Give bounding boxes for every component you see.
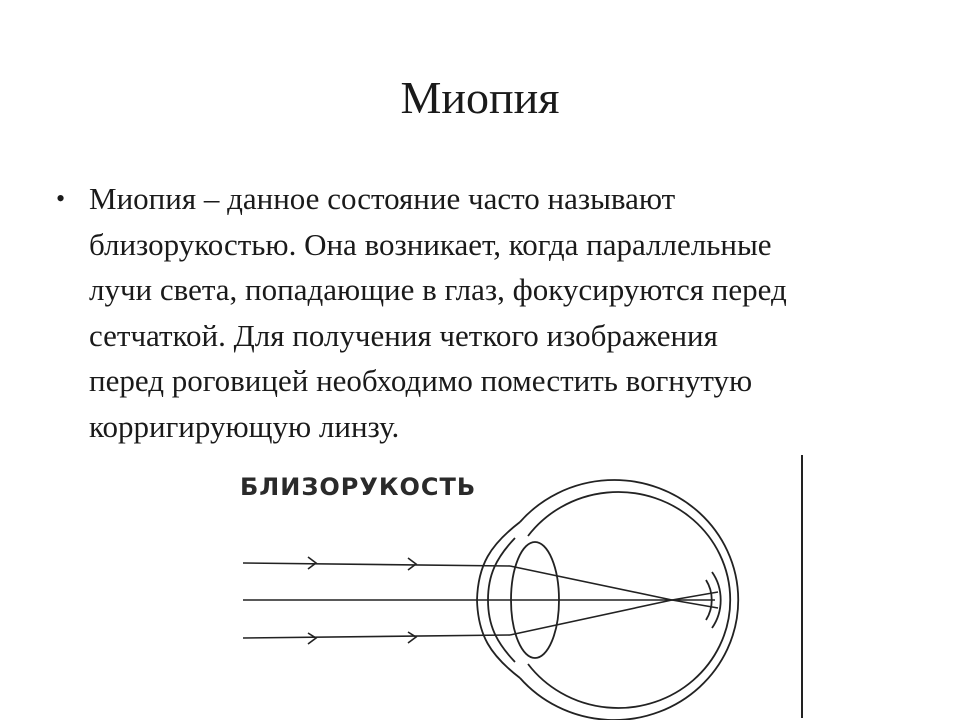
diagram-label: БЛИЗОРУКОСТЬ [240,473,477,501]
bullet-mark: • [56,184,66,213]
arrow-icon [308,633,316,644]
arrow-icon [408,558,416,570]
bullet-text: Миопия – данное состояние часто называют близорукостью. Она возникает, когда параллельные лучи света, попадающие в глаз, фокусируются перед сетчаткой. Для получения четкого изображения перед роговицей необходимо поместить вогнутую корригирующую линзу. [89,181,787,444]
slide-title: Миопия [400,72,560,123]
bullet-item [56,176,916,449]
light-ray-top [243,563,510,566]
myopia-eye-diagram [0,440,960,720]
refracted-ray-bottom [510,600,672,635]
arrow-icon [408,632,416,643]
light-ray-bottom [243,635,510,638]
refracted-ray-top [510,566,672,600]
